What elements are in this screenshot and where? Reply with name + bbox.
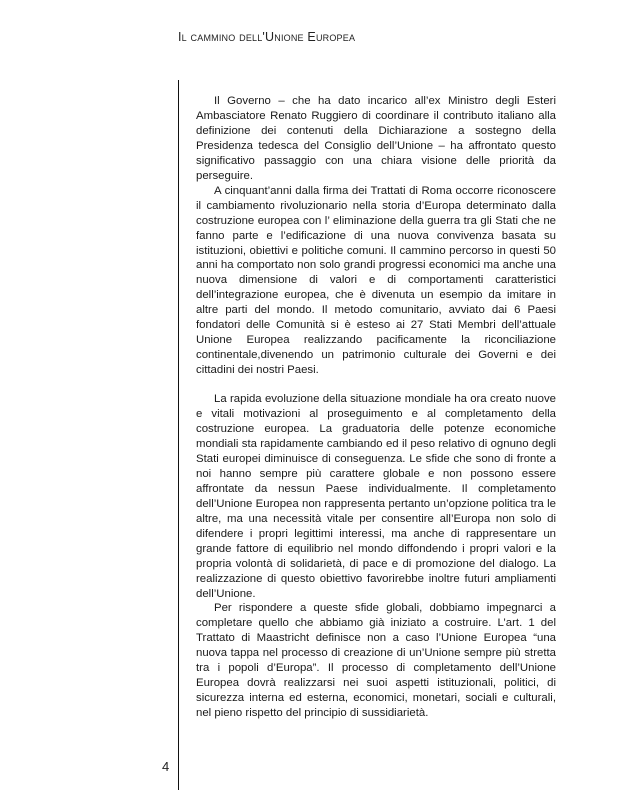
- paragraph-governo: Il Governo – che ha dato incarico all’ex Ministro degli Esteri Ambasciatore Renato Ruggiero di coordinare il contributo italiano alla definizione dei contenuti della Dichiarazione a sostegno della Presidenza tedesca del Consiglio dell’Unione – ha affrontato questo significativo passaggio con una chiara visione delle priorità da perseguire.: [196, 95, 556, 182]
- margin-rule: [178, 80, 179, 790]
- body-text: [196, 94, 556, 721]
- page-number: 4: [162, 759, 170, 774]
- paragraph-cinquant-anni: A cinquant’anni dalla firma dei Trattati di Roma occorre riconoscere il cambiamento rivoluzionario nella storia d’Europa determinato dalla costruzione europea con l’ eliminazione della guerra tra gli Stati che ne fanno parte e l’edificazione di una nuova convivenza basata su istituzioni, obiettivi e politiche comuni. Il cammino percorso in questi 50 anni ha comportato non solo grandi progressi economici ma anche una nuova dimensione di valori e di comportamenti caratteristici dell’integrazione europea, che è divenuta un esempio da imitare in altre parti del mondo. Il metodo comunitario, avviato dai 6 Paesi fondatori delle Comunità si è esteso ai 27 Stati Membri dell’attuale Unione Europea realizzando pacificamente la riconciliazione continentale,divenendo un patrimonio culturale dei Governi e dei cittadini dei nostri Paesi.: [196, 184, 556, 377]
- paragraph-sfide-globali: Per rispondere a queste sfide globali, dobbiamo impegnarci a completare quello che abbiamo già iniziato a costruire. L’art. 1 del Trattato di Maastricht definisce non a caso l’Unione Europea “una nuova tappa nel processo di creazione di un’Unione sempre più stretta tra i popoli d’Europa”. Il processo di completamento dell’Unione Europea dovrà realizzarsi nei suoi aspetti istituzionali, politici, di sicurezza interna ed esterna, economici, monetari, sociali e culturali, nel pieno rispetto del principio di sussidiarietà.: [196, 602, 556, 720]
- paragraph-evoluzione: La rapida evoluzione della situazione mondiale ha ora creato nuove e vitali motivazioni al proseguimento e al completamento della costruzione europea. La graduatoria delle potenze economiche mondiali sta rapidamente cambiando ed il peso relativo di ognuno degli Stati europei diminuisce di conseguenza. Le sfide che sono di fronte a noi hanno sempre più carattere globale e non possono essere affrontate da nessun Paese individualmente. Il completamento dell’Unione Europea non rappresenta pertanto un’opzione politica tra le altre, ma una necessità vitale per consentire all’Europa non solo di difendere i propri legittimi interessi, ma anche di rappresentare un grande fattore di equilibrio nel mondo diffondendo i propri valori e la propria volontà di solidarietà, di pace e di promozione del dialogo. La realizzazione di questo obiettivo favorirebbe inoltre futuri ampliamenti dell’Unione.: [196, 393, 556, 600]
- running-header: Il cammino dell'Unione Europea: [178, 30, 356, 44]
